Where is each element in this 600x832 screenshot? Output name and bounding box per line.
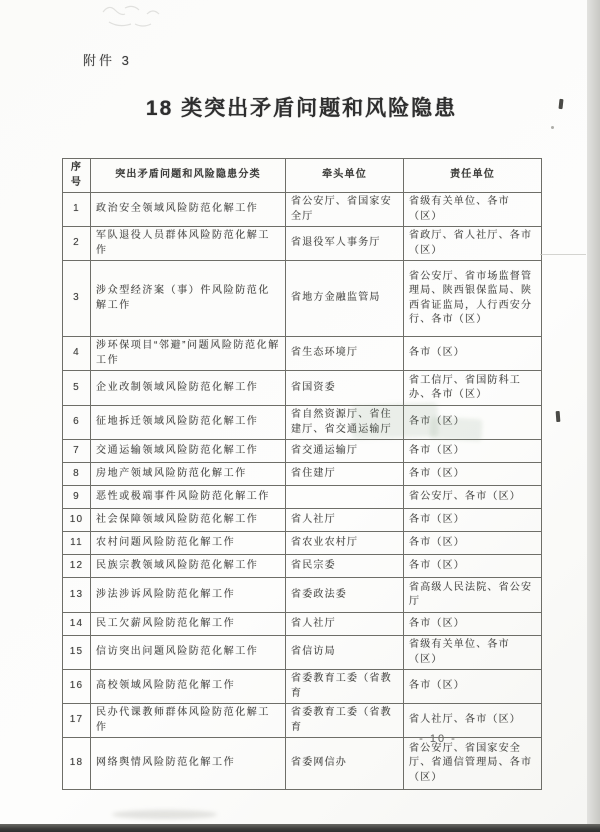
category-cell: 房地产领域风险防范化解工作 bbox=[91, 463, 286, 486]
responsible-unit-cell: 省公安厅、各市（区） bbox=[404, 486, 542, 509]
category-cell: 政治安全领域风险防范化解工作 bbox=[91, 193, 286, 227]
table-row bbox=[63, 704, 542, 738]
row-number-cell: 9 bbox=[63, 486, 91, 509]
scan-speck bbox=[551, 126, 554, 129]
table-row bbox=[63, 555, 542, 578]
row-number-cell: 1 bbox=[63, 193, 91, 227]
table-row bbox=[63, 261, 542, 337]
faint-stamp-mark bbox=[351, 403, 438, 440]
category-cell: 军队退役人员群体风险防范化解工作 bbox=[91, 227, 286, 261]
row-number-cell: 17 bbox=[63, 704, 91, 738]
category-cell: 民办代课教师群体风险防范化解工作 bbox=[91, 704, 286, 738]
responsible-unit-cell: 省工信厅、省国防科工办、各市（区） bbox=[404, 371, 542, 406]
faint-stamp-mark bbox=[429, 417, 482, 442]
lead-unit-cell: 省退役军人事务厅 bbox=[286, 227, 404, 261]
responsible-unit-cell: 各市（区） bbox=[404, 670, 542, 704]
category-cell: 农村问题风险防范化解工作 bbox=[91, 532, 286, 555]
table-row bbox=[63, 440, 542, 463]
fold-line bbox=[540, 254, 586, 255]
responsible-unit-cell: 各市（区） bbox=[404, 509, 542, 532]
row-number-cell: 7 bbox=[63, 440, 91, 463]
scan-edge-right bbox=[587, 0, 600, 832]
category-cell: 涉众型经济案（事）件风险防范化解工作 bbox=[91, 261, 286, 337]
lead-unit-cell: 省国资委 bbox=[286, 371, 404, 406]
table-row bbox=[63, 532, 542, 555]
lead-unit-cell: 省人社厅 bbox=[286, 613, 404, 636]
table-row bbox=[63, 463, 542, 486]
category-cell: 社会保障领域风险防范化解工作 bbox=[91, 509, 286, 532]
lead-unit-cell: 省生态环境厅 bbox=[286, 337, 404, 371]
scan-smudge bbox=[112, 810, 217, 819]
responsible-unit-cell: 各市（区） bbox=[404, 613, 542, 636]
responsible-unit-cell: 各市（区） bbox=[404, 337, 542, 371]
lead-unit-cell: 省信访局 bbox=[286, 636, 404, 670]
attachment-label: 附件 3 bbox=[83, 53, 132, 68]
row-number-cell: 16 bbox=[63, 670, 91, 704]
row-number-cell: 5 bbox=[63, 371, 91, 406]
table-row bbox=[63, 486, 542, 509]
category-cell: 征地拆迁领域风险防范化解工作 bbox=[91, 406, 286, 440]
responsible-unit-cell: 各市（区） bbox=[404, 532, 542, 555]
responsible-unit-cell: 省公安厅、省市场监督管理局、陕西银保监局、陕西省证监局，人行西安分行、各市（区） bbox=[404, 261, 542, 337]
row-number-cell: 3 bbox=[63, 261, 91, 337]
category-cell: 民族宗教领域风险防范化解工作 bbox=[91, 555, 286, 578]
lead-unit-cell: 省委教育工委（省教育 bbox=[286, 670, 404, 704]
lead-unit-cell: 省地方金融监管局 bbox=[286, 261, 404, 337]
row-number-cell: 12 bbox=[63, 555, 91, 578]
page-number: - 10 - bbox=[419, 733, 457, 745]
table-row bbox=[63, 613, 542, 636]
category-cell: 网络舆情风险防范化解工作 bbox=[91, 738, 286, 790]
table-header-row bbox=[63, 159, 542, 193]
table-row bbox=[63, 371, 542, 406]
table-row bbox=[63, 738, 542, 790]
table-row bbox=[63, 636, 542, 670]
table-row bbox=[63, 670, 542, 704]
category-cell: 涉法涉诉风险防范化解工作 bbox=[91, 578, 286, 613]
responsible-unit-cell: 各市（区） bbox=[404, 463, 542, 486]
category-cell: 恶性或极端事件风险防范化解工作 bbox=[91, 486, 286, 509]
category-cell: 信访突出问题风险防范化解工作 bbox=[91, 636, 286, 670]
responsible-unit-cell: 省级有关单位、各市（区） bbox=[404, 636, 542, 670]
category-cell: 企业改制领域风险防范化解工作 bbox=[91, 371, 286, 406]
lead-unit-cell: 省农业农村厅 bbox=[286, 532, 404, 555]
row-number-cell: 13 bbox=[63, 578, 91, 613]
header-responsible-unit: 责任单位 bbox=[404, 159, 542, 193]
row-number-cell: 14 bbox=[63, 613, 91, 636]
category-cell: 高校领域风险防范化解工作 bbox=[91, 670, 286, 704]
responsible-unit-cell: 省人社厅、各市（区） bbox=[404, 704, 542, 738]
table-row bbox=[63, 337, 542, 371]
lead-unit-cell: 省公安厅、省国家安全厅 bbox=[286, 193, 404, 227]
row-number-cell: 2 bbox=[63, 227, 91, 261]
lead-unit-cell: 省委教育工委（省教育 bbox=[286, 704, 404, 738]
lead-unit-cell: 省自然资源厅、省住建厅、省交通运输厅 bbox=[286, 406, 404, 440]
header-category: 突出矛盾问题和风险隐患分类 bbox=[91, 159, 286, 193]
responsible-unit-cell: 省级有关单位、各市（区） bbox=[404, 193, 542, 227]
handwriting-scribble-icon bbox=[95, 2, 205, 34]
lead-unit-cell: 省住建厅 bbox=[286, 463, 404, 486]
header-row-number: 序号 bbox=[63, 159, 91, 193]
lead-unit-cell: 省交通运输厅 bbox=[286, 440, 404, 463]
page-title: 18 类突出矛盾问题和风险隐患 bbox=[145, 97, 458, 120]
row-number-cell: 4 bbox=[63, 337, 91, 371]
responsible-unit-cell: 各市（区） bbox=[404, 555, 542, 578]
row-number-cell: 10 bbox=[63, 509, 91, 532]
responsible-unit-cell: 省政厅、省人社厅、各市（区） bbox=[404, 227, 542, 261]
responsible-unit-cell: 各市（区） bbox=[404, 440, 542, 463]
responsible-unit-cell: 各市（区） bbox=[404, 406, 542, 440]
responsible-unit-cell: 省高级人民法院、省公安厅 bbox=[404, 578, 542, 613]
lead-unit-cell: 省人社厅 bbox=[286, 509, 404, 532]
lead-unit-cell: 省委网信办 bbox=[286, 738, 404, 790]
category-cell: 交通运输领域风险防范化解工作 bbox=[91, 440, 286, 463]
table-row bbox=[63, 193, 542, 227]
risk-table bbox=[62, 158, 542, 790]
lead-unit-cell bbox=[286, 486, 404, 509]
staple-mark bbox=[556, 411, 561, 422]
lead-unit-cell: 省委政法委 bbox=[286, 578, 404, 613]
scan-edge-bottom bbox=[0, 824, 600, 832]
category-cell: 民工欠薪风险防范化解工作 bbox=[91, 613, 286, 636]
responsible-unit-cell: 省公安厅、省国家安全厅、省通信管理局、各市（区） bbox=[404, 738, 542, 790]
table-row bbox=[63, 509, 542, 532]
row-number-cell: 18 bbox=[63, 738, 91, 790]
lead-unit-cell: 省民宗委 bbox=[286, 555, 404, 578]
header-lead-unit: 牵头单位 bbox=[286, 159, 404, 193]
row-number-cell: 11 bbox=[63, 532, 91, 555]
row-number-cell: 15 bbox=[63, 636, 91, 670]
table-row bbox=[63, 227, 542, 261]
category-cell: 涉环保项目“邻避”问题风险防范化解工作 bbox=[91, 337, 286, 371]
row-number-cell: 8 bbox=[63, 463, 91, 486]
row-number-cell: 6 bbox=[63, 406, 91, 440]
table-row bbox=[63, 578, 542, 613]
